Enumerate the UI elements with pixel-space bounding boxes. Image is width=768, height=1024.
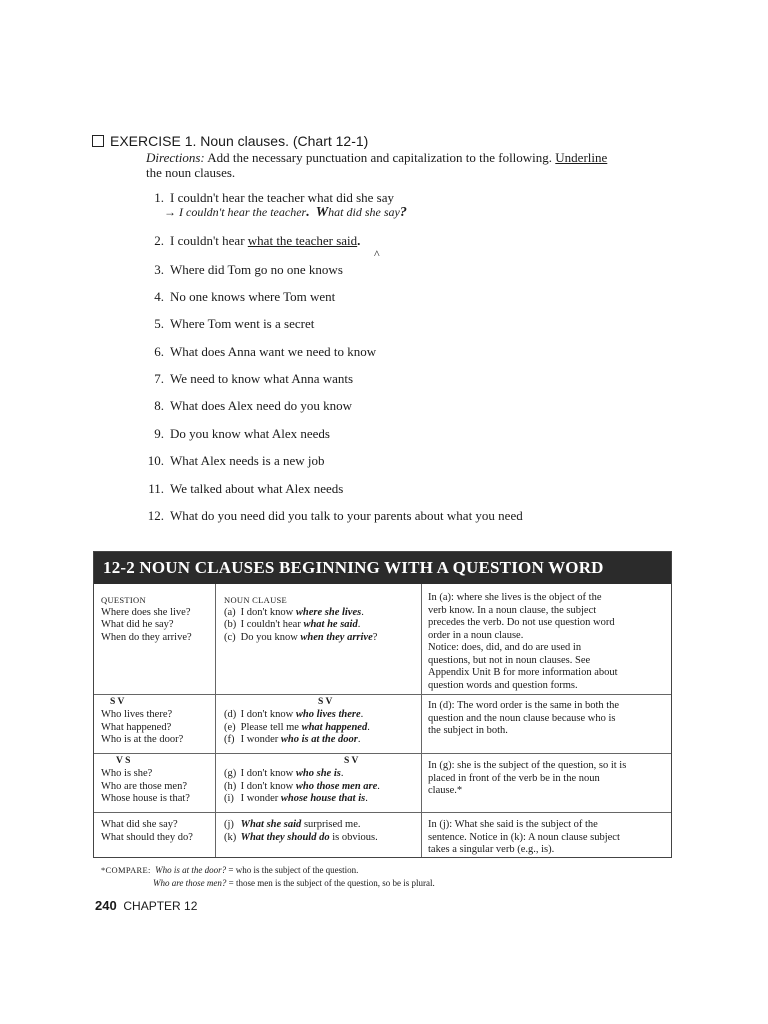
page-number: 240 [95,898,117,913]
exercise-heading [92,133,368,149]
clause-cell-4: (j) What she said surprised me. (k) What they should do is obvious. [224,819,378,843]
column-divider [421,584,422,857]
exercise-item-8: 8. What does Alex need do you know [154,398,352,413]
notes-cell-2: In (d): The word order is the same in both the question and the noun clause because who is the subject in both. [428,700,620,736]
exercise-item-1: 1. I couldn't hear the teacher what did she say [154,190,394,205]
clause-cell-2: (d) I don't know who lives there. (e) Please tell me what happened. (f) I wonder who is at the door. [224,709,370,745]
grammar-chart [93,551,672,858]
exercise-item-7: 7. We need to know what Anna wants [154,371,354,386]
directions-text-2: the noun clauses. [146,165,236,180]
page-footer [95,898,197,913]
exercise-item-11: 11. We talked about what Alex needs [148,481,344,496]
verb-subject-marker: V S [116,756,131,766]
question-cell-2: Who lives there? What happened? Who is at the door? [101,709,184,745]
footnote: *COMPARE: Who is at the door? = who is the subject of the question. Who are those men? = those men is the subject of the question, so be is plural. [101,865,435,888]
directions [146,150,666,180]
exercise-item-9: 9. Do you know what Alex needs [154,426,330,441]
exercise-title: EXERCISE 1. Noun clauses. (Chart 12-1) [110,133,369,149]
chart-title: 12-2 NOUN CLAUSES BEGINNING WITH A QUESTION WORD [94,552,671,584]
exercise-item-3: 3. Where did Tom go no one knows [154,262,343,277]
clause-cell-3: (g) I don't know who she is. (h) I don't know who those men are. (i) I wonder whose house that is. [224,768,380,804]
subject-verb-marker: S V [318,697,333,707]
directions-label: Directions: [146,150,205,165]
exercise-item-12: 12. What do you need did you talk to your parents about what you need [147,508,523,523]
row-divider [94,753,671,754]
question-cell-1: QUESTION Where does she live? What did he say? When do they arrive? [101,595,192,643]
row-divider [94,694,671,695]
column-divider [215,584,216,857]
checkbox-icon[interactable] [92,135,104,147]
exercise-item-5: 5. Where Tom went is a secret [154,316,315,331]
notes-cell-3: In (g): she is the subject of the question, so it is placed in front of the verb be in the noun clause.* [428,760,627,796]
subject-verb-marker: S V [110,697,125,707]
clause-cell-1: NOUN CLAUSE (a) I don't know where she lives. (b) I couldn't hear what he said. (c) Do you know when they arrive? [224,595,378,643]
question-cell-4: What did she say? What should they do? [101,819,193,843]
exercise-item-6: 6. What does Anna want we need to know [154,344,377,359]
exercise-item-2: 2. I couldn't hear what the teacher said. [154,233,361,248]
notes-cell-4: In (j): What she said is the subject of the sentence. Notice in (k): A noun clause subject takes a singular verb (e.g., is). [428,819,620,855]
row-divider [94,812,671,813]
exercise-item-10: 10. What Alex needs is a new job [147,453,325,468]
sample-answer: → I couldn't hear the teacher. What did she say? [164,205,407,220]
exercise-item-4: 4. No one knows where Tom went [154,289,336,304]
subject-verb-marker: S V [344,756,359,766]
chapter-label: CHAPTER 12 [123,899,198,913]
insertion-caret: ^ [374,247,380,261]
question-cell-3: Who is she? Who are those men? Whose house is that? [101,768,190,804]
directions-text: Add the necessary punctuation and capitalization to the following. [207,150,553,165]
directions-underline: Underline [555,150,608,165]
notes-cell-1: In (a): where she lives is the object of the verb know. In a noun clause, the subject precedes the verb. Do not use question word order in a noun clause. Notice: does, did, and do are used in questions, but not in noun clauses. See Appendix Unit B for more information about question words and question forms. [428,592,618,691]
